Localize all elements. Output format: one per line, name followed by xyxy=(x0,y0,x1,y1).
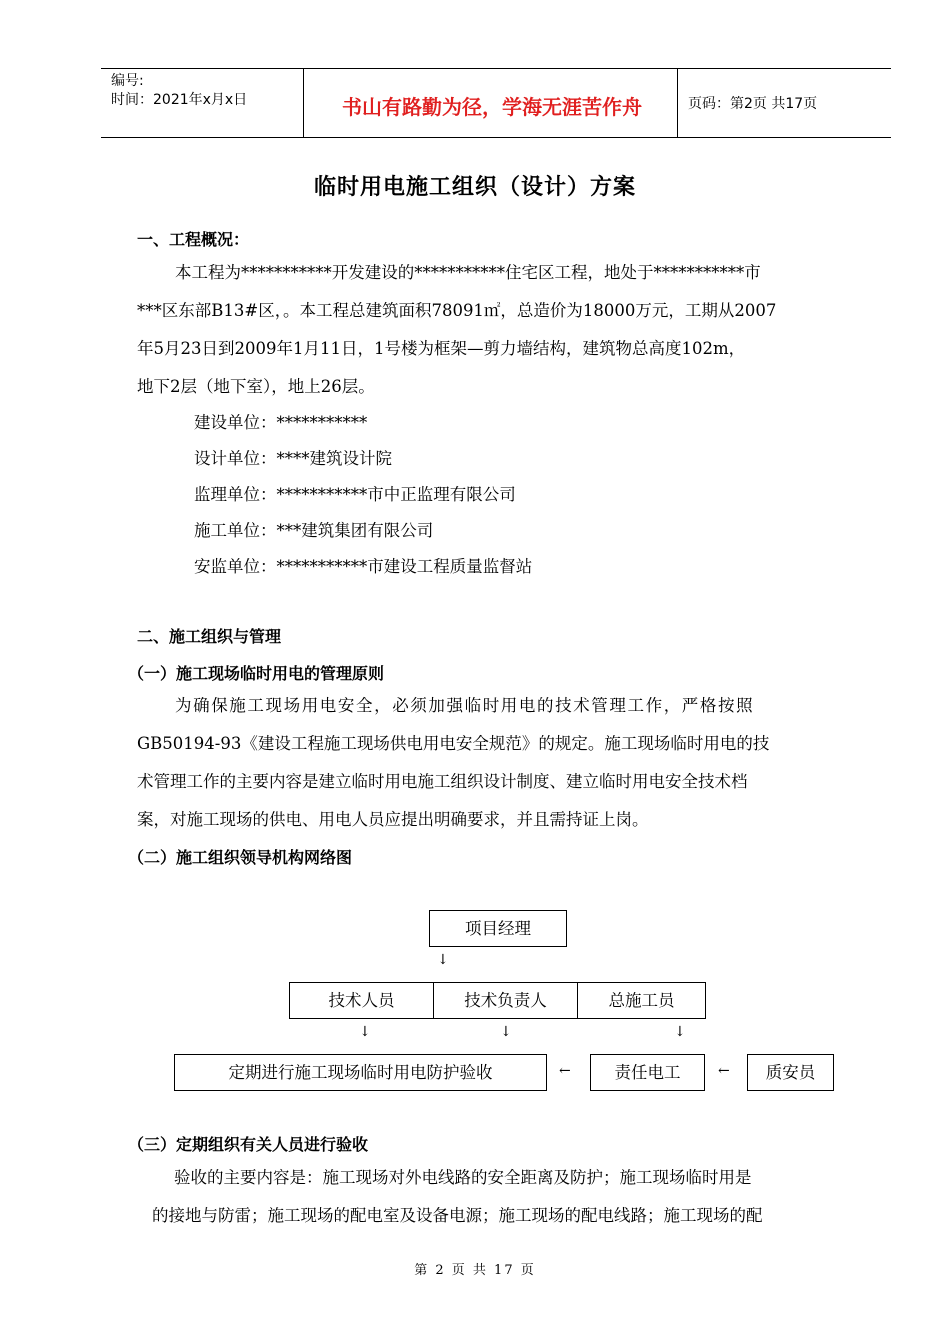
org-box-acceptance: 定期进行施工现场临时用电防护验收 xyxy=(174,1054,547,1091)
org-box-technical-lead: 技术负责人 xyxy=(433,982,578,1019)
section1-paragraph xyxy=(137,254,860,406)
header-divider xyxy=(303,69,304,137)
unit-supervision: 监理单位：***********市中正监理有限公司 xyxy=(194,485,516,504)
paragraph-line: 年5月23日到2009年1月11日，1号楼为框架—剪力墙结构，建筑物总高度102m， xyxy=(137,339,746,358)
paragraph-line: 的接地与防雷；施工现场的配电室及设备电源；施工现场的配电线路；施工现场的配 xyxy=(152,1206,763,1225)
arrow-down-icon: ↓ xyxy=(674,1024,686,1040)
org-box-safety-inspector: 质安员 xyxy=(747,1054,834,1091)
section2-heading: 二、施工组织与管理 xyxy=(137,627,282,646)
subsection1-paragraph xyxy=(137,687,860,839)
unit-safety-supervision: 安监单位：***********市建设工程质量监督站 xyxy=(194,557,533,576)
header-page-info: 页码：第2页 共17页 xyxy=(688,96,818,112)
arrow-down-icon: ↓ xyxy=(500,1024,512,1040)
page-footer: 第 2 页 共 17 页 xyxy=(414,1263,536,1278)
org-box-chief-builder: 总施工员 xyxy=(577,982,706,1019)
page-header xyxy=(101,68,891,138)
subsection3-heading: （三）定期组织有关人员进行验收 xyxy=(128,1135,369,1154)
time-label: 时间：2021年x月x日 xyxy=(111,92,248,108)
arrow-left-icon: ← xyxy=(718,1063,730,1079)
paragraph-line: 验收的主要内容是：施工现场对外电线路的安全距离及防护；施工现场临时用是 xyxy=(174,1168,752,1187)
unit-construction: 建设单位：*********** xyxy=(194,413,368,432)
document-title: 临时用电施工组织（设计）方案 xyxy=(313,175,636,200)
org-box-technical-staff: 技术人员 xyxy=(289,982,434,1019)
org-box-project-manager: 项目经理 xyxy=(429,910,567,947)
org-box-electrician: 责任电工 xyxy=(590,1054,705,1091)
arrow-down-icon: ↓ xyxy=(437,952,449,968)
paragraph-line: 地下2层（地下室），地上26层。 xyxy=(137,377,375,396)
paragraph-line: ***区东部B13#区，。本工程总建筑面积78091㎡，总造价为18000万元，工期从2007 xyxy=(137,301,777,320)
paragraph-line: 案，对施工现场的供电、用电人员应提出明确要求，并且需持证上岗。 xyxy=(137,810,649,829)
paragraph-line: 本工程为***********开发建设的***********住宅区工程，地处于***********市 xyxy=(175,263,761,282)
paragraph-line: 术管理工作的主要内容是建立临时用电施工组织设计制度、建立临时用电安全技术档 xyxy=(137,772,748,791)
unit-design: 设计单位：****建筑设计院 xyxy=(194,449,392,468)
number-label: 编号: xyxy=(111,73,144,89)
header-meta xyxy=(111,72,247,110)
subsection1-heading: （一）施工现场临时用电的管理原则 xyxy=(128,664,385,683)
subsection2-heading: （二）施工组织领导机构网络图 xyxy=(128,848,353,867)
paragraph-line: GB50194-93《建设工程施工现场供电用电安全规范》的规定。施工现场临时用电的技 xyxy=(137,734,770,753)
section1-heading: 一、工程概况： xyxy=(137,230,250,249)
arrow-down-icon: ↓ xyxy=(359,1024,371,1040)
paragraph-line: 为确保施工现场用电安全，必须加强临时用电的技术管理工作，严格按照 xyxy=(175,696,755,715)
unit-contractor: 施工单位：***建筑集团有限公司 xyxy=(194,521,434,540)
arrow-left-icon: ← xyxy=(559,1063,571,1079)
header-motto: 书山有路勤为径，学海无涯苦作舟 xyxy=(342,95,642,119)
subsection3-paragraph xyxy=(152,1159,860,1235)
